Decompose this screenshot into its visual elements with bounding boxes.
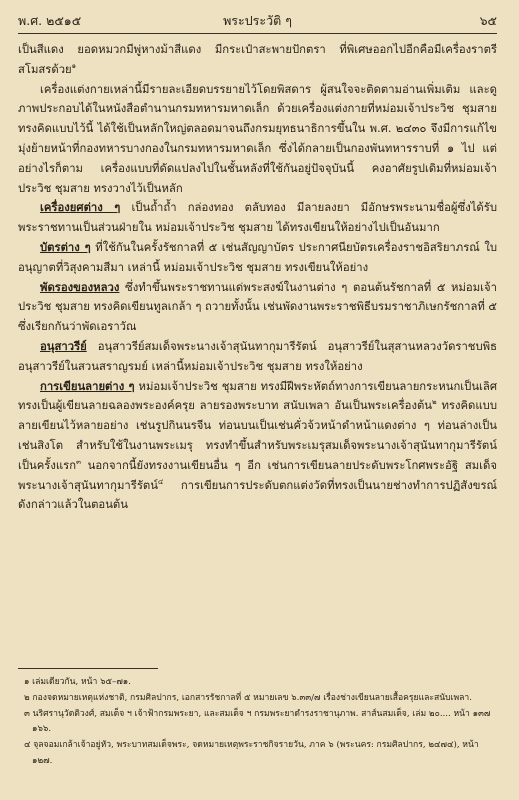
footnote-ref: ๒ xyxy=(432,398,437,407)
header-divider xyxy=(18,33,497,34)
body-text xyxy=(18,40,497,515)
footnote-ref: ๓ xyxy=(76,457,81,466)
section-heading: การเขียนลายต่าง ๆ xyxy=(40,378,135,393)
header-title: พระประวัติ ๆ xyxy=(223,13,292,28)
section-heading: เครื่องยศต่าง ๆ xyxy=(40,200,121,215)
paragraph-costumes: เครื่องแต่งกายเหล่านี้มีรายละเอียดบรรยายไว้โดยพิสดาร ผู้สนใจจะติดตามอ่านเพิ่มเติม และดูภาพประกอบได้ในหนังสือตำนานกรมทหารมหาดเล็ก ด้วยเครื่องแต่งกายที่หม่อมเจ้าประวิช ชุมสาย ทรงคิดแบบไว้นี้ ได้ใช้เป็นหลักใหญ่ตลอดมาจนถึงกรมยุทธนาธิการขึ้นใน พ.ศ. ๒๔๓๐ จึงมีการแก้ไขมุ่งย้ายหน้าที่กองทหารบางกองในกรมทหารมหาดเล็ก ซึ่งได้กลายเป็นกองพันทหารราบที่ ๑ ไป แต่อย่างไรก็ตาม เครื่องแบบที่ดัดแปลงไปในชั้นหลังที่ใช้กันอยู่ปัจจุบันนี้ คงอาศัยรูปเดิมที่หม่อมเจ้าประวิช ชุมสาย ทรงวางไว้เป็นหลัก xyxy=(18,82,497,195)
header-year: พ.ศ. ๒๕๑๕ xyxy=(18,13,82,28)
footnote-divider xyxy=(18,668,158,669)
section-heading: พัดรองของหลวง xyxy=(40,279,120,294)
footnote: ๑ เล่มเดียวกัน, หน้า ๖๕–๗๑. xyxy=(24,677,131,687)
paragraph-insignia: เครื่องยศต่าง ๆ เป็นถ้ำถ้ำ กล่องทอง ตลับทอง มีลายลงยา มีอักษรพระนามชื่อผู้ซึ่งได้รับพระราชทานเป็นส่วนฝ่ายใน หม่อมเจ้าประวิช ชุมสาย ได้ทรงเขียนให้อย่างไปเป็นอันมาก xyxy=(18,200,497,235)
footnote: ๓ นริศรานุวัดติวงศ์, สมเด็จ ฯ เจ้าฟ้ากรมพระยา, และสมเด็จ ฯ กรมพระยาดำรงราชานุภาพ. สาส์นสมเด็จ, เล่ม ๒๐.... หน้า ๑๓๗ ๑๖๖. xyxy=(24,708,491,735)
page-number: ๖๕ xyxy=(479,13,497,28)
paragraph-certificates: บัตรต่าง ๆ ที่ใช้กันในครั้งรัชกาลที่ ๕ เช่นสัญญาบัตร ประกาศนียบัตรเครื่องราชอิสริยาภรณ์ ใบอนุญาตที่วิสุงคามสีมา เหล่านี้ หม่อมเจ้าประวิช ชุมสาย ทรงเขียนให้อย่าง xyxy=(18,239,498,274)
paragraph-monuments: อนุสาวรีย์ อนุสาวรีย์สมเด็จพระนางเจ้าสุนันทากุมารีรัตน์ อนุสาวรีย์ในสุสานหลวงวัดราชบพิธ อนุสาวรีย์ในสวนสราญรมย์ เหล่านี้หม่อมเจ้าประวิช ชุมสาย ทรงให้อย่าง xyxy=(18,338,497,373)
footnote: ๒ กองจดหมายเหตุแห่งชาติ, กรมศิลปากร, เอกสารรัชกาลที่ ๕ หมายเลข ๖.๓๓/๗ เรื่องช่างเขียนลายเสื้อครุยและสนับเพลา. xyxy=(24,692,472,703)
footnote-ref: ๑ xyxy=(71,62,77,71)
section-heading: บัตรต่าง ๆ xyxy=(40,239,91,254)
paragraph-uniform-continuation: เป็นสีแดง ยอดหมวกมีพู่หางม้าสีแดง มีกระเป๋าสะพายปักตรา ที่พิเศษออกไปอีกคือมีเครื่องราตรีสโมสรด้วย$^๑$ xyxy=(18,43,497,76)
footnote: ๔ จุลจอมเกล้าเจ้าอยู่หัว, พระบาทสมเด็จพระ, จดหมายเหตุพระราชกิจรายวัน, ภาค ๖ (พระนคร: กรมศิลปากร, ๒๔๗๔), หน้า ๑๒๗. xyxy=(24,740,479,766)
page-header xyxy=(18,7,497,33)
paragraph-patterns: การเขียนลายต่าง ๆ หม่อมเจ้าประวิช ชุมสาย ทรงมีฝีพระหัตถ์ทางการเขียนลายกระหนกเป็นเลิศ ทรงเป็นผู้เขียนลายฉลองพระองค์ครุย ลายรองพระบาท สนับเพลา อันเป็นพระเครื่องต้น$^๒$ ทรงคิดแบบลายเขียนไว้หลายอย่าง เช่นรูปกินนรจีน ท่อนบนเป็นเช่นคั่วจ้วหน้าดำหน้าแดงต่าง ๆ ท่อนล่างเป็นเช่นสิงโต สำหรับใช้ในงานพระเมรุ ทรงทำขึ้นสำหรับพระเมรุสมเด็จพระนางเจ้าสุนันทากุมารีรัตน์เป็นครั้งแรก$^๓$ นอกจากนี้ยังทรงงานเขียนอื่น ๆ อีก เช่นการเขียนลายประดับพระโกศพระอัฐิ สมเด็จพระนางเจ้าสุนันทากุมารีรัตน์$^๔$ การเขียนการประดับตกแต่งวัดที่ทรงเป็นนายช่างทำการปฏิสังขรณ์ ดังกล่าวแล้วในตอนต้น xyxy=(18,378,498,512)
footnotes xyxy=(18,675,497,770)
paragraph-royal-fans: พัดรองของหลวง ซึ่งทำขึ้นพระราชทานแด่พระสงฆ์ในงานต่าง ๆ ตอนต้นรัชกาลที่ ๕ หม่อมเจ้าประวิช ชุมสาย ทรงคิดเขียนทูลเกล้า ๆ ถวายทั้งนั้น เช่นพัดงานพระราชพิธีบรมราชาภิเษกรัชกาลที่ ๕ ซึ่งเรียกกันว่าพัดเอราวัณ xyxy=(18,279,497,334)
footnote-ref: ๔ xyxy=(157,477,164,486)
section-heading: อนุสาวรีย์ xyxy=(40,338,87,353)
